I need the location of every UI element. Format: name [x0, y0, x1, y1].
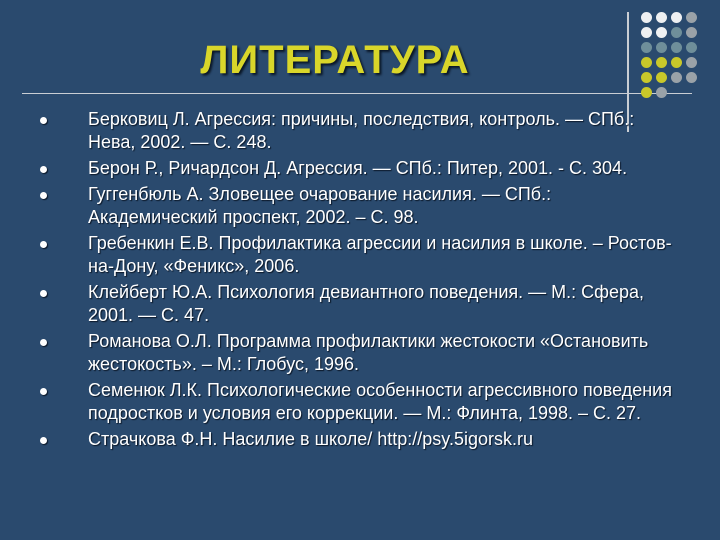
decorative-dot — [671, 72, 682, 83]
bullet-icon — [40, 290, 47, 297]
bullet-icon — [40, 117, 47, 124]
decorative-dot — [671, 27, 682, 38]
decorative-dot — [641, 57, 652, 68]
decorative-dot — [686, 57, 697, 68]
bullet-icon — [40, 192, 47, 199]
reference-text: Страчкова Ф.Н. Насилие в школе/ http://psy.5igorsk.ru — [88, 429, 533, 449]
decorative-dot — [656, 87, 667, 98]
decorative-dot — [641, 87, 652, 98]
reference-text: Семенюк Л.К. Психологические особенности агрессивного поведения подростков и условия его коррекции. — М.: Флинта, 1998. – С. 27. — [88, 380, 672, 423]
decorative-dot — [641, 42, 652, 53]
reference-text: Берон Р., Ричардсон Д. Агрессия. — СПб.: Питер, 2001. - С. 304. — [88, 158, 628, 178]
reference-item — [36, 183, 676, 229]
reference-list — [36, 108, 676, 454]
decorative-dot — [671, 57, 682, 68]
bullet-icon — [40, 388, 47, 395]
decorative-dot — [671, 42, 682, 53]
decorative-dot — [656, 12, 667, 23]
reference-item — [36, 157, 676, 180]
decorative-dot — [656, 27, 667, 38]
reference-text: Клейберт Ю.А. Психология девиантного поведения. — М.: Сфера, 2001. — С. 47. — [88, 282, 645, 325]
decorative-dot — [686, 42, 697, 53]
bullet-icon — [40, 241, 47, 248]
decorative-dot — [641, 72, 652, 83]
decorative-dot — [656, 57, 667, 68]
reference-item — [36, 379, 676, 425]
reference-text: Романова О.Л. Программа профилактики жестокости «Остановить жестокость». – М.: Глобус, 1996. — [88, 331, 649, 374]
decorative-dot — [686, 12, 697, 23]
reference-item — [36, 330, 676, 376]
decorative-dot — [641, 27, 652, 38]
page-title: ЛИТЕРАТУРА — [200, 38, 470, 82]
decorative-dot — [686, 27, 697, 38]
bullet-icon — [40, 339, 47, 346]
decorative-dot — [686, 72, 697, 83]
reference-item — [36, 428, 676, 451]
decorative-dot — [656, 72, 667, 83]
reference-text: Гуггенбюль А. Зловещее очарование насилия. — СПб.: Академический проспект, 2002. – С. 98. — [88, 184, 552, 227]
reference-text: Берковиц Л. Агрессия: причины, последствия, контроль. — СПб.: Нева, 2002. — С. 248. — [88, 109, 635, 152]
reference-item — [36, 281, 676, 327]
decorative-dot — [641, 12, 652, 23]
bullet-icon — [40, 166, 47, 173]
reference-item — [36, 232, 676, 278]
bullet-icon — [40, 437, 47, 444]
reference-text: Гребенкин Е.В. Профилактика агрессии и насилия в школе. – Ростов-на-Дону, «Феникс», 2006. — [88, 233, 672, 276]
decorative-dot — [656, 42, 667, 53]
decorative-dot — [671, 12, 682, 23]
reference-item — [36, 108, 676, 154]
